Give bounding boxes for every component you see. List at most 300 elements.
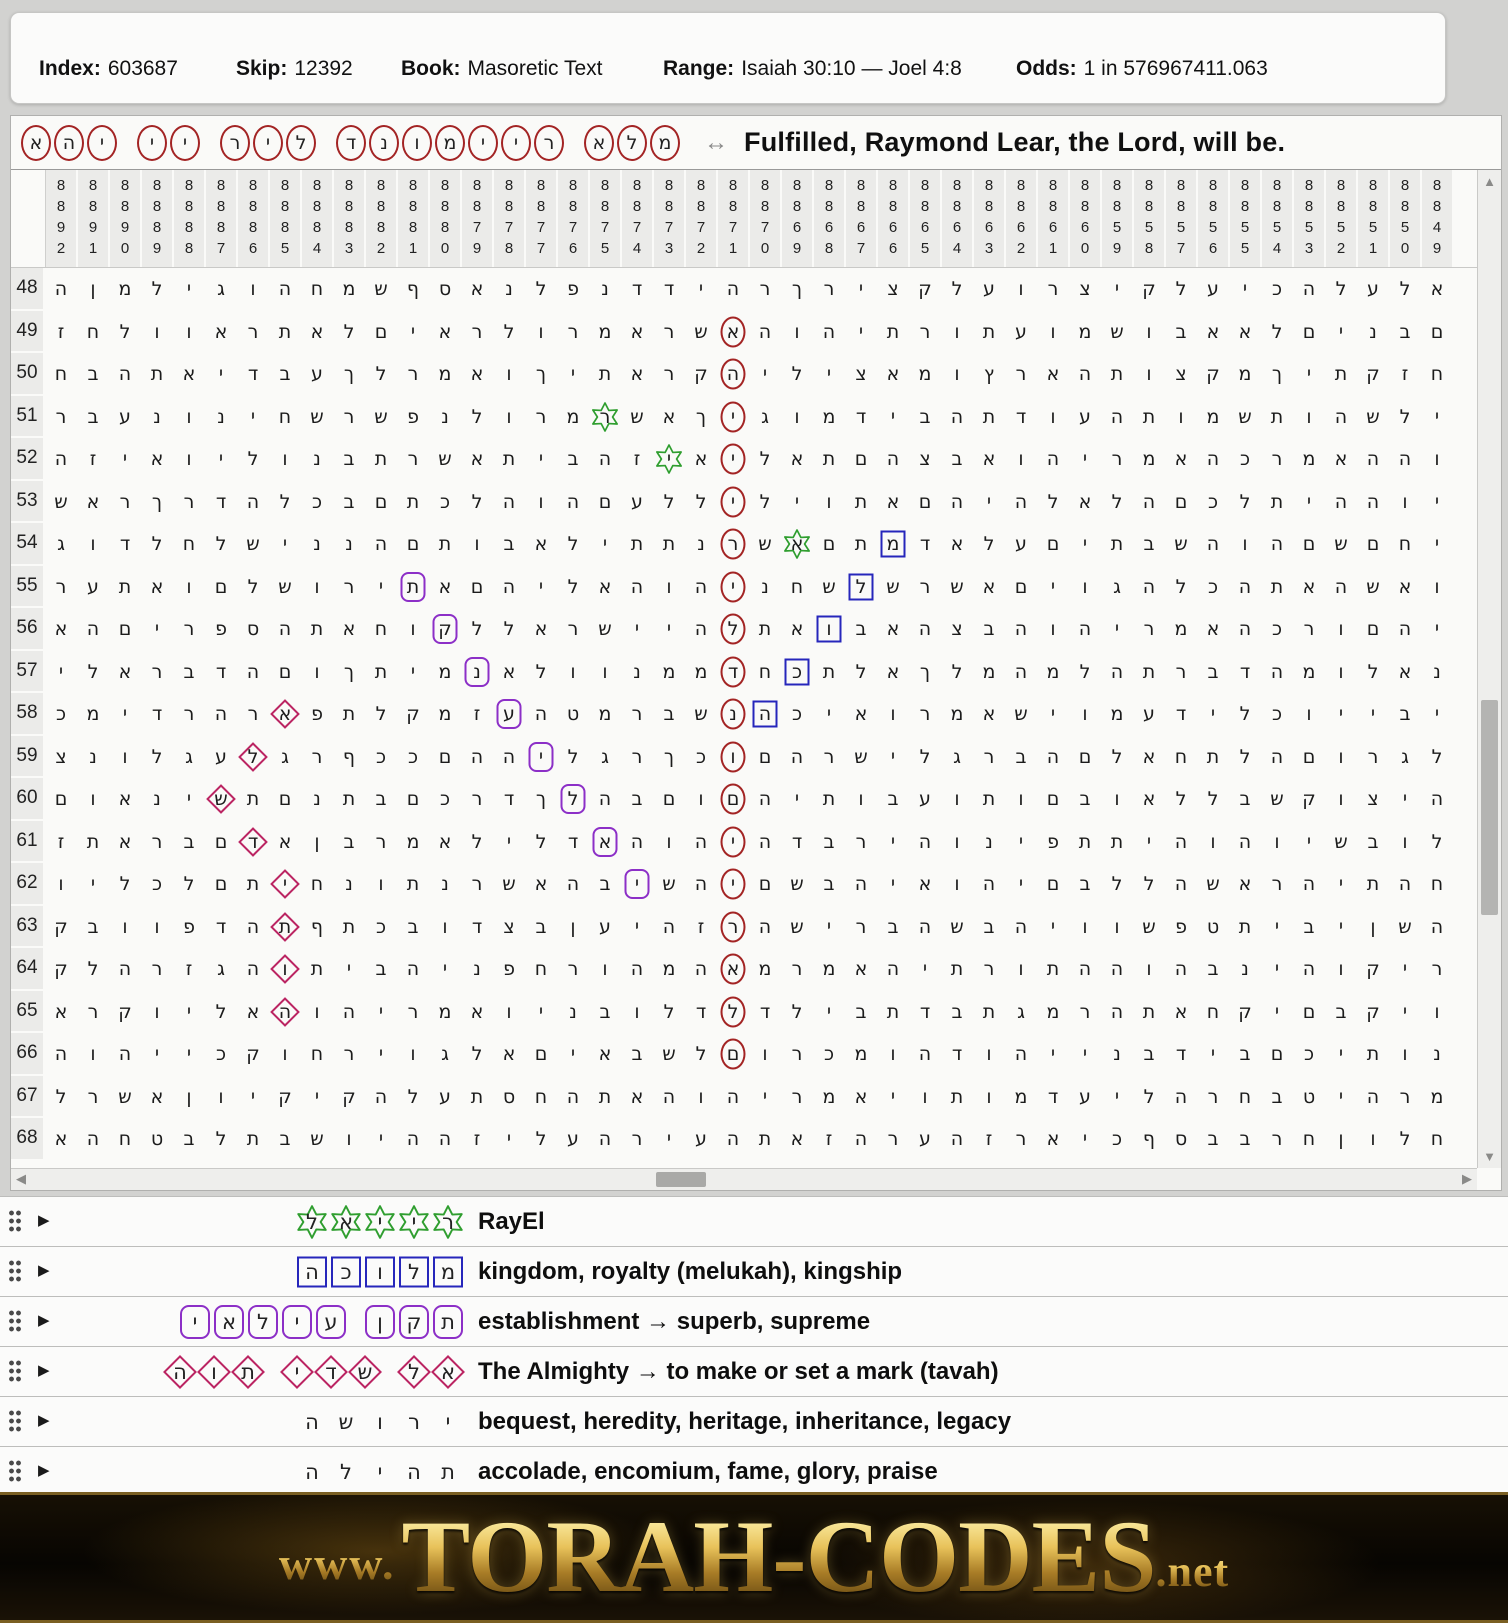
grid-cell: ר: [919, 703, 931, 726]
grid-cell: ת: [1334, 363, 1348, 386]
grid-cell: ד: [919, 533, 931, 556]
grid-cell: ז: [57, 830, 65, 853]
grid-cell: ק: [246, 1043, 260, 1066]
grid-cell: ב: [279, 1128, 291, 1151]
grid-cell: ב: [407, 915, 419, 938]
grid-cell: ג: [1113, 575, 1121, 598]
grid-cell: א: [470, 1000, 484, 1023]
grid-cell: ה: [118, 1043, 132, 1066]
expand-arrow-icon[interactable]: ▶: [38, 1362, 50, 1379]
grid-cell: ל: [951, 278, 963, 301]
grid-cell: פ: [215, 618, 227, 641]
grid-cell: ה: [1014, 490, 1028, 513]
legend-letter: כ: [329, 1253, 363, 1291]
grid-cell: ו: [378, 873, 384, 896]
term-letter: י: [137, 125, 167, 161]
grid-cell: מ: [438, 363, 452, 386]
grid-cell: ת: [1110, 830, 1124, 853]
grid-cell: ב: [887, 915, 899, 938]
grid-cell: ה: [1046, 745, 1060, 768]
grid-cell: ב: [887, 788, 899, 811]
grid-cell: ג: [761, 405, 769, 428]
grid-cell: ע: [1367, 278, 1379, 301]
grid-cell: נ: [345, 533, 353, 556]
grid-cell: ב: [631, 1043, 643, 1066]
grid-cell: א: [182, 363, 196, 386]
grid-cell: א: [589, 821, 621, 864]
grid-cell: ג: [217, 278, 225, 301]
grid-cell: ה: [1270, 533, 1284, 556]
grid-cell: ם: [1046, 873, 1060, 896]
grid-cell: ל: [845, 566, 877, 609]
grid-cell: א: [1142, 788, 1156, 811]
grid-row: [11, 948, 1477, 991]
grid-cell: ר: [471, 873, 483, 896]
column-header: 8 8 4 9: [1422, 170, 1454, 267]
grid-cell: ו: [314, 1000, 320, 1023]
grid-cell: י: [1050, 575, 1056, 598]
grid-cell: מ: [1046, 1000, 1060, 1023]
legend-letter: מ: [431, 1253, 465, 1291]
grid-row: [11, 1076, 1477, 1119]
grid-cell: ו: [954, 320, 960, 343]
grid-cell: ל: [663, 1000, 675, 1023]
grid-cell: י: [717, 566, 749, 609]
grid-cell: ו: [666, 830, 672, 853]
grid-cell: ת: [886, 1000, 900, 1023]
grid-cell: א: [854, 703, 868, 726]
drag-handle-icon[interactable]: [8, 1409, 22, 1433]
grid-cell: נ: [717, 693, 749, 736]
grid-cell: א: [1430, 278, 1444, 301]
grid-cell: ו: [58, 873, 64, 896]
grid-cell: י: [1018, 873, 1024, 896]
grid-cell: ת: [1206, 745, 1220, 768]
grid-cell: פ: [311, 703, 323, 726]
grid-cell: ו: [218, 1085, 224, 1108]
grid-cell: ש: [1206, 873, 1220, 896]
grid-cell: ב: [983, 618, 995, 641]
grid-cell: י: [1338, 1085, 1344, 1108]
grid-cell: ה: [950, 405, 964, 428]
grid-cell: ה: [118, 363, 132, 386]
grid-cell: ע: [919, 1128, 931, 1151]
legend-letter: ה: [407, 1459, 421, 1484]
column-header: 8 8 5 3: [1294, 170, 1326, 267]
grid-cell: א: [470, 278, 484, 301]
grid-cell: ו: [250, 278, 256, 301]
grid-cell: ל: [1175, 575, 1187, 598]
grid-cell: מ: [1302, 448, 1316, 471]
grid-cell: ה: [918, 915, 932, 938]
grid-cell: מ: [822, 958, 836, 981]
grid-cell: א: [438, 830, 452, 853]
grid-cell: ה: [662, 915, 676, 938]
legend-letter: ה: [305, 1409, 319, 1434]
grid-cell: ד: [215, 490, 227, 513]
grid-cell: ו: [698, 788, 704, 811]
grid-cell: ר: [1271, 1128, 1283, 1151]
drag-handle-icon[interactable]: [8, 1209, 22, 1233]
drag-handle-icon[interactable]: [8, 1359, 22, 1383]
legend-letter: י: [397, 1203, 431, 1241]
grid-cell: א: [854, 958, 868, 981]
grid-cell: ו: [1082, 703, 1088, 726]
index-stat: Index: 603687: [39, 57, 178, 80]
grid-cell: ל: [503, 320, 515, 343]
term-letter: נ: [369, 125, 399, 161]
grid-cell: ל: [1079, 660, 1091, 683]
grid-cell: ש: [630, 405, 644, 428]
grid-cell: ו: [986, 1043, 992, 1066]
grid-cell: ת: [246, 873, 260, 896]
expand-arrow-icon[interactable]: ▶: [38, 1262, 50, 1279]
grid-cell: ם: [717, 778, 749, 821]
grid-cell: ת: [1142, 1000, 1156, 1023]
grid-cell: י: [410, 320, 416, 343]
grid-cell: י: [538, 448, 544, 471]
term-letter: ר: [534, 125, 564, 161]
vertical-scrollbar[interactable]: [1477, 170, 1501, 1168]
grid-cell: ה: [694, 830, 708, 853]
grid-cell: ה: [214, 703, 228, 726]
grid-cell: ל: [791, 363, 803, 386]
grid-cell: ר: [471, 320, 483, 343]
grid-cell: ר: [1175, 660, 1187, 683]
grid-cell: ו: [1146, 320, 1152, 343]
grid-cell: ת: [1366, 1043, 1380, 1066]
grid-cell: ר: [717, 523, 749, 566]
grid-cell: ב: [1367, 830, 1379, 853]
grid-cell: ת: [502, 448, 516, 471]
column-header: 8 8 7 2: [686, 170, 718, 267]
grid-cell: ה: [1142, 575, 1156, 598]
grid-cell: מ: [822, 405, 836, 428]
grid-cell: כ: [311, 490, 323, 513]
grid-cell: ב: [503, 533, 515, 556]
grid-cell: ר: [823, 745, 835, 768]
legend-row-square[interactable]: [0, 1246, 1508, 1296]
grid-cell: י: [890, 1085, 896, 1108]
grid-cell: ה: [1398, 448, 1412, 471]
grid-cell: ה: [598, 788, 612, 811]
column-header: 8 8 6 9: [782, 170, 814, 267]
grid-cell: ו: [1082, 575, 1088, 598]
grid-cell: י: [1050, 1043, 1056, 1066]
legend-letter: ה: [305, 1459, 319, 1484]
grid-cell: ב: [279, 363, 291, 386]
grid-cell: ה: [1334, 405, 1348, 428]
grid-cell: א: [1398, 575, 1412, 598]
grid-cell: ה: [598, 1128, 612, 1151]
grid-cell: ט: [150, 1128, 164, 1151]
grid-cell: ר: [567, 958, 579, 981]
expand-arrow-icon[interactable]: ▶: [38, 1412, 50, 1429]
grid-cell: ף: [310, 915, 324, 938]
grid-cell: מ: [406, 830, 420, 853]
legend-letter-group: [163, 1353, 265, 1391]
grid-cell: א: [502, 660, 516, 683]
grid-cell: ו: [1402, 830, 1408, 853]
grid-cell: ק: [1142, 278, 1156, 301]
legend-row-octagon[interactable]: [0, 1396, 1508, 1446]
grid-cell: א: [269, 693, 301, 736]
grid-cell: ש: [246, 533, 260, 556]
grid-cell: א: [438, 575, 452, 598]
grid-cell: ש: [886, 575, 900, 598]
grid-cell: כ: [791, 703, 803, 726]
grid-cell: ר: [791, 1043, 803, 1066]
grid-cell: י: [1434, 618, 1440, 641]
grid-cell: ה: [1366, 448, 1380, 471]
grid-cell: ם: [758, 745, 772, 768]
grid-cell: ת: [758, 1128, 772, 1151]
legend-letter: ל: [295, 1203, 329, 1241]
grid-cell: ע: [983, 278, 995, 301]
grid-cell: י: [1242, 278, 1248, 301]
scroll-down-icon[interactable]: ▼: [1483, 1149, 1496, 1164]
grid-cell: נ: [89, 745, 97, 768]
row-label: 57: [11, 651, 45, 694]
grid-cell: י: [1338, 873, 1344, 896]
grid-row: [11, 821, 1477, 864]
grid-cell: י: [1210, 703, 1216, 726]
grid-cell: א: [950, 533, 964, 556]
grid-cell: ו: [186, 448, 192, 471]
grid-cell: ת: [1078, 830, 1092, 853]
legend-text: kingdom, royalty (melukah), kingship: [478, 1257, 903, 1285]
grid-cell: ק: [1366, 958, 1380, 981]
grid-cell: מ: [694, 660, 708, 683]
grid-cell: ה: [1110, 405, 1124, 428]
row-label: 54: [11, 523, 45, 566]
grid-cell: ר: [247, 320, 259, 343]
grid-cell: מ: [918, 363, 932, 386]
legend-row-rsquare[interactable]: [0, 1296, 1508, 1346]
grid-cell: ה: [502, 745, 516, 768]
grid-cell: ה: [502, 490, 516, 513]
grid-cell: ה: [278, 618, 292, 641]
legend-term-letters: [280, 1203, 465, 1241]
grid-cell: ע: [1207, 278, 1219, 301]
grid-cell: ח: [310, 873, 324, 896]
grid-cell: ז: [57, 320, 65, 343]
column-header: 8 8 9 1: [78, 170, 110, 267]
grid-cell: ת: [822, 448, 836, 471]
grid-cell: ב: [1207, 1128, 1219, 1151]
grid-cell: ק: [1206, 363, 1220, 386]
drag-handle-icon[interactable]: [8, 1259, 22, 1283]
grid-cell: ו: [634, 1000, 640, 1023]
grid-cell: ג: [57, 533, 65, 556]
grid-cell: ך: [1271, 363, 1283, 386]
grid-cell: ה: [1174, 830, 1188, 853]
grid-cell: ל: [759, 448, 771, 471]
grid-cell: א: [598, 1043, 612, 1066]
expand-arrow-icon[interactable]: ▶: [38, 1312, 50, 1329]
grid-row: [11, 693, 1477, 736]
legend-letter: ע: [314, 1303, 348, 1341]
horizontal-scroll-handle[interactable]: [656, 1172, 706, 1187]
grid-cell: ס: [502, 1085, 516, 1108]
row-label: 51: [11, 396, 45, 439]
row-label: 62: [11, 863, 45, 906]
scroll-right-icon[interactable]: ▶: [1462, 1171, 1472, 1186]
grid-cell: ג: [217, 958, 225, 981]
grid-cell: ל: [471, 618, 483, 641]
grid-cell: ו: [90, 1043, 96, 1066]
grid-cell: ו: [570, 660, 576, 683]
grid-cell: ו: [1018, 278, 1024, 301]
legend-row-diamond[interactable]: [0, 1346, 1508, 1396]
grid-cell: נ: [153, 788, 161, 811]
grid-cell: ה: [717, 353, 749, 396]
legend-letter: ת: [231, 1353, 265, 1391]
grid-cell: ב: [599, 873, 611, 896]
expand-arrow-icon[interactable]: ▶: [38, 1462, 50, 1479]
grid-cell: ת: [662, 533, 676, 556]
grid-cell: ר: [1143, 618, 1155, 641]
grid-cell: ם: [1302, 533, 1316, 556]
grid-cell: ו: [346, 1128, 352, 1151]
grid-cell: צ: [1175, 363, 1187, 386]
grid-cell: ה: [950, 490, 964, 513]
grid-cell: כ: [1303, 1043, 1315, 1066]
expand-arrow-icon[interactable]: ▶: [38, 1212, 50, 1229]
legend-letter: ן: [363, 1303, 397, 1341]
column-header: 8 8 8 0: [430, 170, 462, 267]
grid-cell: מ: [1238, 363, 1252, 386]
column-header: 8 8 6 3: [974, 170, 1006, 267]
grid-cell: מ: [1302, 660, 1316, 683]
grid-cell: ב: [183, 1128, 195, 1151]
grid-row: [11, 736, 1477, 779]
grid-cell: ו: [186, 575, 192, 598]
grid-cell: נ: [569, 1000, 577, 1023]
grid-cell: א: [1334, 448, 1348, 471]
grid-cell: כ: [1271, 703, 1283, 726]
grid-cell: ם: [470, 575, 484, 598]
grid-cell: ו: [813, 608, 845, 651]
grid-cell: א: [502, 1043, 516, 1066]
grid-cell: ו: [954, 830, 960, 853]
grid-cell: ע: [215, 745, 227, 768]
grid-cell: ו: [1018, 958, 1024, 981]
range-stat: Range: Isaiah 30:10 — Joel 4:8: [663, 57, 962, 80]
grid-cell: ר: [855, 830, 867, 853]
grid-cell: ו: [602, 660, 608, 683]
grid-cell: א: [54, 618, 68, 641]
grid-cell: י: [218, 448, 224, 471]
grid-cell: ד: [855, 405, 867, 428]
legend-row-star[interactable]: [0, 1196, 1508, 1246]
grid-cell: ה: [246, 915, 260, 938]
grid-cell: ק: [278, 1085, 292, 1108]
grid-cell: י: [186, 278, 192, 301]
grid-cell: ח: [1430, 363, 1444, 386]
column-header: 8 8 7 3: [654, 170, 686, 267]
legend-term-letters: [280, 1403, 465, 1441]
grid-cell: ב: [599, 1000, 611, 1023]
grid-cell: ו: [538, 490, 544, 513]
grid-cell: צ: [503, 915, 515, 938]
grid-cell: ש: [374, 278, 388, 301]
grid-cell: ם: [662, 788, 676, 811]
scroll-left-icon[interactable]: ◀: [16, 1171, 26, 1186]
scroll-up-icon[interactable]: ▲: [1483, 174, 1496, 189]
grid-cell: מ: [598, 320, 612, 343]
legend-text: RayEl: [478, 1207, 545, 1235]
legend-text: accolade, encomium, fame, glory, praise: [478, 1457, 938, 1485]
drag-handle-icon[interactable]: [8, 1309, 22, 1333]
grid-cell: ו: [186, 320, 192, 343]
matrix-panel: [10, 115, 1502, 1191]
grid-cell: ך: [535, 363, 547, 386]
grid-cell: פ: [407, 405, 419, 428]
grid-cell: ם: [1174, 490, 1188, 513]
grid-cell: ב: [1239, 788, 1251, 811]
grid-cell: נ: [1113, 1043, 1121, 1066]
grid-cell: ר: [1399, 1085, 1411, 1108]
grid-cell: י: [634, 618, 640, 641]
grid-cell: י: [762, 1085, 768, 1108]
grid-cell: כ: [375, 915, 387, 938]
grid-cell: ה: [502, 575, 516, 598]
grid-cell: ב: [1399, 320, 1411, 343]
grid-cell: ו: [474, 533, 480, 556]
grid-cell: צ: [1079, 278, 1091, 301]
grid-cell: ם: [406, 533, 420, 556]
grid-cell: ה: [1142, 490, 1156, 513]
grid-cell: נ: [313, 788, 321, 811]
grid-cell: י: [666, 618, 672, 641]
grid-cell: ה: [854, 1128, 868, 1151]
grid-row: [11, 396, 1477, 439]
grid-cell: ל: [695, 1043, 707, 1066]
vertical-scroll-handle[interactable]: [1481, 700, 1498, 915]
grid-cell: ו: [1050, 405, 1056, 428]
grid-cell: ל: [1367, 660, 1379, 683]
grid-cell: ה: [1110, 660, 1124, 683]
drag-handle-icon[interactable]: [8, 1459, 22, 1483]
grid-cell: י: [570, 363, 576, 386]
horizontal-scrollbar[interactable]: [11, 1168, 1477, 1190]
grid-cell: ל: [471, 490, 483, 513]
grid-cell: ם: [214, 575, 228, 598]
grid-cell: ק: [1302, 788, 1316, 811]
grid-cell: מ: [1014, 1085, 1028, 1108]
legend-row-hexagon[interactable]: [0, 1446, 1508, 1497]
legend-letter-group: [295, 1453, 465, 1491]
grid-cell: ה: [1270, 660, 1284, 683]
grid-cell: ע: [599, 915, 611, 938]
grid-cell: ר: [983, 958, 995, 981]
grid-cell: ע: [1079, 1085, 1091, 1108]
grid-cell: ח: [310, 1043, 324, 1066]
grid-cell: ד: [1175, 703, 1187, 726]
grid-cell: ח: [182, 533, 196, 556]
grid-cell: ה: [1174, 958, 1188, 981]
grid-cell: ז: [185, 958, 193, 981]
grid-cell: ז: [89, 448, 97, 471]
legend-letter: ו: [377, 1409, 383, 1434]
grid-cell: ש: [374, 405, 388, 428]
grid-cell: ר: [151, 958, 163, 981]
grid-cell: ה: [758, 788, 772, 811]
grid-cell: ם: [374, 490, 388, 513]
term-arrow-icon: ↔: [704, 128, 728, 156]
grid-cell: ה: [1206, 448, 1220, 471]
